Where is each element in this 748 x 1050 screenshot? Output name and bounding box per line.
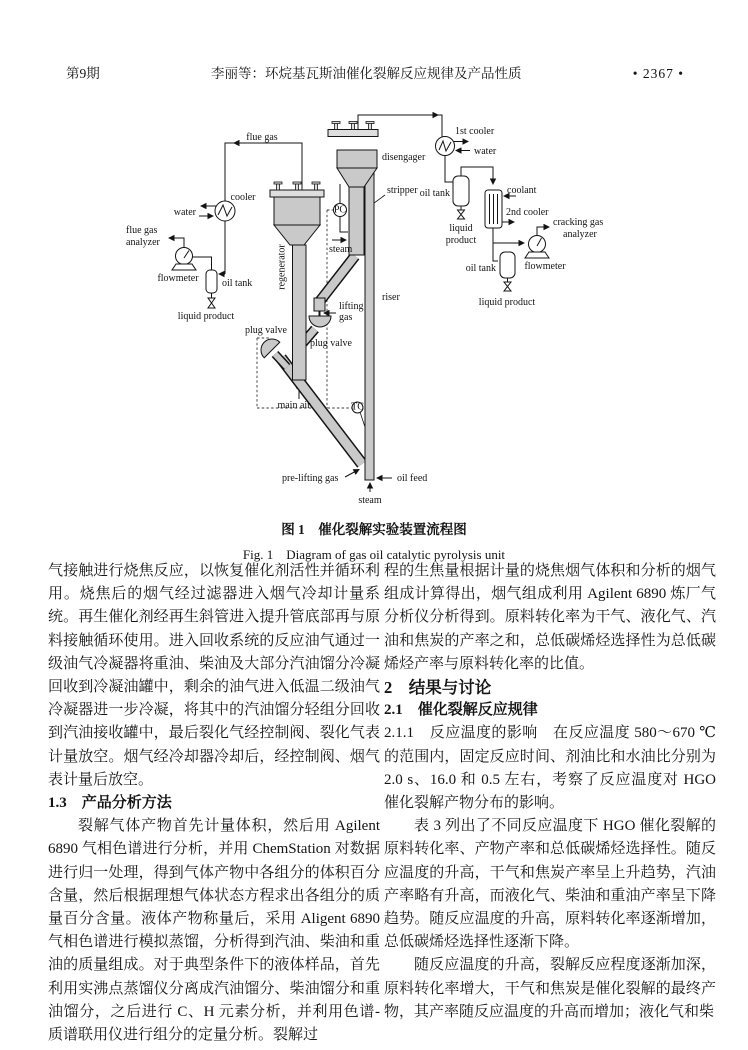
regenerator-label: regenerator [276, 244, 288, 290]
water-right-label: water [474, 146, 497, 157]
flowmeter-right-label: flowmeter [524, 261, 566, 272]
plug-valve-left-label: plug valve [245, 325, 287, 336]
process-flow-diagram [110, 112, 660, 512]
page-header [50, 62, 698, 82]
heading-2-1-1: 2.1.1 反应温度的影响 [384, 725, 538, 742]
running-title: 李丽等：环烷基瓦斯油催化裂解反应规律及产品性质 [211, 66, 522, 81]
figure-caption-en: Fig. 1 Diagram of gas oil catalytic pyrolysis unit [242, 547, 506, 562]
cracking-gas-analyzer-label-1: cracking gas [553, 217, 604, 228]
disengager-body [337, 150, 377, 168]
paragraph-coke-calculation: 程的生焦量根据计量的烧焦烟气体积和分析的烟气组成计算得出，烟气组成利用 Agilent 6890 炼厂气分析仪分析得到。原料转化率为干气、液化气、汽油和焦炭的产率之和，总低碳烯烃选择性为总低碳烯烃产率与原料转化率的比值。 [384, 563, 716, 672]
pre-lifting-gas-label: pre-lifting gas [282, 473, 339, 484]
lifting-gas-label-2: gas [339, 312, 353, 323]
regenerator-flange [270, 190, 324, 197]
flowmeter-left-label: flowmeter [157, 273, 199, 284]
liquid-product-left-label: liquid product [177, 311, 235, 322]
cracking-gas-analyzer-label-2: analyzer [563, 229, 597, 240]
flowmeter-left-stand [172, 264, 196, 270]
disengager-label: disengager [382, 152, 426, 163]
steam-stripper-label: steam [329, 244, 353, 255]
oil-tank-right2-label: oil tank [465, 263, 496, 274]
oil-tank-right1-vessel [453, 176, 469, 206]
steam-bottom-label: steam [358, 495, 382, 506]
pc-label: PC [333, 204, 347, 216]
drain-valve-left [208, 298, 215, 308]
disengager-flange [328, 130, 378, 137]
paragraph-2-1-1 [384, 722, 716, 815]
heading-2-1: 2.1 催化裂解反应规律 [384, 702, 538, 719]
flue-gas-analyzer-label-1: flue gas [126, 225, 158, 236]
heading-1-3: 1.3 产品分析方法 [48, 795, 172, 812]
liquid-product-right1-label-1: liquid [449, 223, 473, 234]
flowmeter-right-gauge [529, 236, 546, 253]
paragraph-temperature-effect: 随反应温度的升高，裂解反应程度逐渐加深，原料转化率增大，干气和焦炭是催化裂解的最终产物，其产率随反应温度的升高而增加；液化气和柴 [384, 957, 716, 1020]
oil-feed-label: oil feed [397, 473, 428, 484]
flue-gas-label: flue gas [246, 132, 278, 143]
paragraph-2-1-1-text: 在反应温度 580～670 ℃的范围内，固定反应时间、剂油比和水油比分别为 2.0 s、16.0 和 0.5 左右，考察了反应温度对 HGO 催化裂解产物分布的影响。 [384, 725, 716, 812]
oil-tank-right1-label: oil tank [419, 188, 450, 199]
second-cooler-label: 2nd cooler [506, 207, 549, 218]
regenerator-body [274, 197, 320, 225]
oil-tank-left-label: oil tank [222, 278, 253, 289]
plug-valve-center-dome [309, 316, 331, 327]
oil-tank-right2-vessel [500, 252, 515, 278]
cooler-label: cooler [230, 192, 256, 203]
flowmeter-right-stand [525, 252, 549, 258]
catalyst-transfer-tubes [275, 256, 362, 464]
water-left-label: water [173, 207, 196, 218]
tc-label: TC [351, 401, 364, 413]
regenerator-standpipe [293, 245, 307, 380]
left-column [48, 560, 380, 1047]
flue-gas-analyzer-label-2: analyzer [126, 237, 160, 248]
stripper-label: stripper [387, 185, 418, 196]
figure-caption-zh: 图 1 催化裂解实验装置流程图 [281, 522, 467, 537]
riser-column [365, 168, 374, 480]
main-air-label: main air [277, 400, 311, 411]
heading-2: 2 结果与讨论 [384, 678, 492, 698]
oil-tank-left-vessel [206, 270, 217, 293]
paragraph-apparatus-continued: 气接触进行烧焦反应，以恢复催化剂活性并循环利用。烧焦后的烟气经过滤器进入烟气冷却计量系统。再生催化剂经再生斜管进入提升管底部再与原料接触循环使用。进入回收系统的反应油气通过一级油气冷凝器将重油、柴油及大部分汽油馏分冷凝回收到冷凝油罐中，剩余的油气进入低温二级油气冷凝器进一步冷凝，将其中的汽油馏分轻组分回收到汽油接收罐中，最后裂化气经控制阀、裂化气表计量放空。烟气经冷却器冷却后，经控制阀、烟气表计量后放空。 [48, 563, 380, 788]
figure-caption [0, 518, 748, 563]
plug-valve-center-label: plug valve [310, 338, 352, 349]
first-cooler-label: 1st cooler [455, 126, 495, 137]
regenerator-cone [274, 225, 320, 245]
liquid-product-right2-label: liquid product [478, 297, 536, 308]
lifting-gas-stub [314, 298, 325, 311]
paragraph-table3: 表 3 列出了不同反应温度下 HGO 催化裂解的原料转化率、产物产率和总低碳烯烃选择性。随反应温度的升高，干气和焦炭产率呈上升趋势，汽油产率略有升高，而液化气、柴油和重油产率呈下降趋势。随反应温度的升高，原料转化率逐渐增加，总低碳烯烃选择性逐渐下降。 [384, 818, 716, 951]
flowmeter-left-gauge [176, 248, 193, 265]
lifting-gas-label-1: lifting [339, 301, 364, 312]
right-column [384, 560, 716, 1024]
drain-valve-right1 [458, 210, 465, 219]
coolant-label: coolant [507, 185, 537, 196]
riser-label: riser [382, 292, 400, 303]
liquid-product-right1-label-2: product [445, 235, 477, 246]
issue-number: 第9期 [66, 66, 100, 81]
page-number: • 2367 • [632, 66, 684, 81]
drain-valve-right2 [504, 282, 511, 291]
paragraph-analysis-method: 裂解气体产物首先计量体积，然后用 Agilent 6890 气相色谱进行分析，并用 ChemStation 对数据进行归一处理，得到气体产物中各组分的体积百分含量，然后根据理想气体状态方程求出各组分的质量百分含量。液体产物称量后，采用 Aligent 6890 气相色谱进行模拟蒸馏，分析得到汽油、柴油和重油的质量组成。对于典型条件下的液体样品，首先利用实沸点蒸馏仪分离成汽油馏分、柴油馏分和重油馏分，之后进行 C、H 元素分析，并利用色谱-质谱联用仪进行组分的定量分析。裂解过 [48, 818, 380, 1044]
